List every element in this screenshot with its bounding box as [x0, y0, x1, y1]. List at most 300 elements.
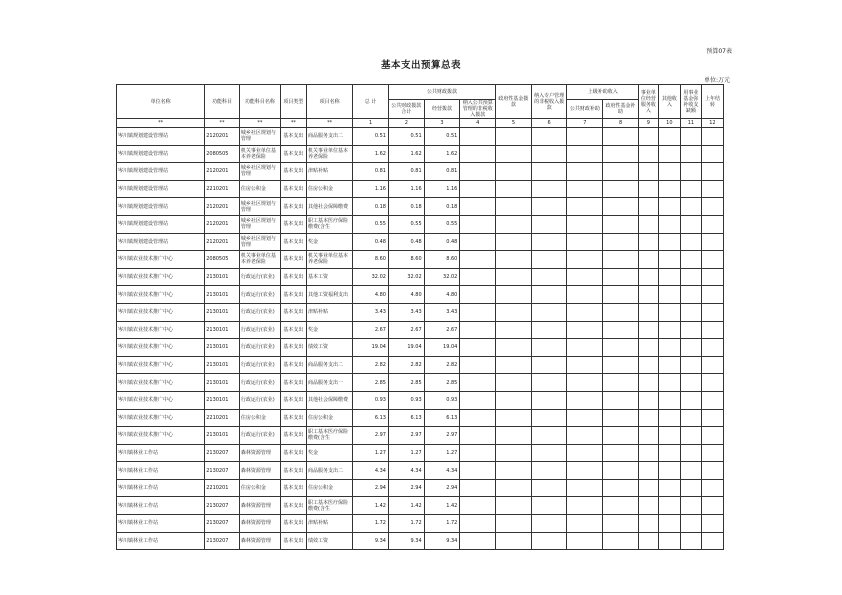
empty-cell: [638, 462, 658, 480]
header-public-finance: 公共财政拨款: [388, 85, 495, 100]
empty-cell: [531, 479, 567, 497]
empty-cell: [701, 479, 723, 497]
empty-cell: [567, 479, 603, 497]
empty-cell: [460, 163, 496, 181]
empty-cell: [567, 374, 603, 392]
empty-cell: [460, 128, 496, 146]
total-cell: 2.94: [353, 479, 389, 497]
empty-cell: [496, 321, 532, 339]
total-cell: 1.42: [353, 497, 389, 515]
empty-cell: [496, 391, 532, 409]
project-name-cell: 商品服务支出二: [307, 356, 353, 374]
total-cell: 0.18: [353, 198, 389, 216]
project-name-cell: 机关事业单位基本养老保险: [307, 251, 353, 269]
column-index-cell: 10: [658, 119, 680, 128]
empty-cell: [603, 374, 639, 392]
empty-cell: [680, 268, 701, 286]
total-cell: 0.93: [353, 391, 389, 409]
empty-cell: [701, 497, 723, 515]
empty-cell: [658, 427, 680, 445]
empty-cell: [603, 180, 639, 198]
table-row: [117, 145, 724, 163]
func-code-cell: 2130101: [205, 427, 240, 445]
project-name-cell: 住房公积金: [307, 479, 353, 497]
unit-name-cell: 岑川镇农业技术推广中心: [117, 339, 205, 357]
table-row: [117, 233, 724, 251]
unit-name-cell: 岑川镇农业技术推广中心: [117, 427, 205, 445]
empty-cell: [680, 163, 701, 181]
func-code-cell: 2130101: [205, 339, 240, 357]
unit-name-cell: 岑川镇规划建设管理站: [117, 198, 205, 216]
unit-label: 单位:万元: [703, 77, 730, 84]
operating-cell: 6.13: [424, 409, 460, 427]
func-name-cell: 行政运行(农业): [239, 303, 280, 321]
public-finance-cell: 1.62: [388, 145, 424, 163]
func-code-cell: 2130207: [205, 462, 240, 480]
public-finance-cell: 8.60: [388, 251, 424, 269]
empty-cell: [701, 427, 723, 445]
header-unit-name: 单位名称: [117, 85, 205, 119]
empty-cell: [460, 444, 496, 462]
empty-cell: [658, 215, 680, 233]
func-code-cell: 2120201: [205, 128, 240, 146]
empty-cell: [658, 198, 680, 216]
table-row: [117, 303, 724, 321]
empty-cell: [603, 145, 639, 163]
project-type-cell: 基本支出: [280, 163, 306, 181]
public-finance-cell: 0.18: [388, 198, 424, 216]
table-row: [117, 532, 724, 550]
project-name-cell: 津贴补贴: [307, 515, 353, 533]
empty-cell: [680, 409, 701, 427]
table-row: [117, 391, 724, 409]
project-type-cell: 基本支出: [280, 374, 306, 392]
header-non-tax: 纳入公共预算管理的非税收入拨款: [460, 100, 496, 119]
empty-cell: [460, 409, 496, 427]
table-row: [117, 515, 724, 533]
unit-name-cell: 岑川镇农业技术推广中心: [117, 251, 205, 269]
empty-cell: [680, 427, 701, 445]
empty-cell: [567, 286, 603, 304]
column-index-cell: 6: [531, 119, 567, 128]
empty-cell: [531, 444, 567, 462]
unit-name-cell: 岑川镇林业工作站: [117, 462, 205, 480]
empty-cell: [496, 444, 532, 462]
empty-cell: [603, 198, 639, 216]
public-finance-cell: 1.72: [388, 515, 424, 533]
project-type-cell: 基本支出: [280, 268, 306, 286]
empty-cell: [658, 163, 680, 181]
empty-cell: [680, 233, 701, 251]
header-gov-fund: 政府性基金拨款: [496, 85, 532, 119]
project-name-cell: 奖金: [307, 444, 353, 462]
public-finance-cell: 0.81: [388, 163, 424, 181]
empty-cell: [496, 303, 532, 321]
func-code-cell: 2120201: [205, 198, 240, 216]
empty-cell: [496, 532, 532, 550]
empty-cell: [701, 356, 723, 374]
operating-cell: 32.02: [424, 268, 460, 286]
project-type-cell: 基本支出: [280, 321, 306, 339]
column-index-cell: 3: [424, 119, 460, 128]
empty-cell: [658, 444, 680, 462]
operating-cell: 0.93: [424, 391, 460, 409]
empty-cell: [567, 251, 603, 269]
func-code-cell: 2130101: [205, 374, 240, 392]
project-type-cell: 基本支出: [280, 356, 306, 374]
empty-cell: [567, 145, 603, 163]
empty-cell: [567, 303, 603, 321]
empty-cell: [638, 479, 658, 497]
func-name-cell: 行政运行(农业): [239, 339, 280, 357]
header-carryover: 上年结转: [701, 85, 723, 119]
empty-cell: [658, 268, 680, 286]
empty-cell: [460, 286, 496, 304]
header-ss-gov-fund: 政府性基金补助: [603, 100, 639, 119]
public-finance-cell: 0.55: [388, 215, 424, 233]
empty-cell: [638, 251, 658, 269]
empty-cell: [638, 303, 658, 321]
operating-cell: 0.81: [424, 163, 460, 181]
empty-cell: [603, 462, 639, 480]
empty-cell: [701, 391, 723, 409]
empty-cell: [658, 532, 680, 550]
operating-cell: 3.43: [424, 303, 460, 321]
empty-cell: [531, 497, 567, 515]
total-cell: 4.80: [353, 286, 389, 304]
public-finance-cell: 9.34: [388, 532, 424, 550]
empty-cell: [701, 462, 723, 480]
empty-cell: [496, 515, 532, 533]
empty-cell: [701, 409, 723, 427]
empty-cell: [680, 339, 701, 357]
empty-cell: [680, 532, 701, 550]
empty-cell: [638, 286, 658, 304]
func-name-cell: 城乡社区规划与管理: [239, 233, 280, 251]
column-index-cell: 1: [353, 119, 389, 128]
project-name-cell: 商品服务支出二: [307, 462, 353, 480]
empty-cell: [531, 215, 567, 233]
unit-name-cell: 岑川镇农业技术推广中心: [117, 286, 205, 304]
project-name-cell: 绩效工资: [307, 339, 353, 357]
empty-cell: [496, 374, 532, 392]
total-cell: 0.48: [353, 233, 389, 251]
operating-cell: 0.55: [424, 215, 460, 233]
empty-cell: [496, 479, 532, 497]
empty-cell: [638, 409, 658, 427]
header-other-income: 其他收入: [658, 85, 680, 119]
func-code-cell: 2120201: [205, 215, 240, 233]
empty-cell: [603, 321, 639, 339]
unit-name-cell: 岑川镇规划建设管理站: [117, 215, 205, 233]
empty-cell: [531, 339, 567, 357]
empty-cell: [496, 180, 532, 198]
operating-cell: 1.72: [424, 515, 460, 533]
project-name-cell: 其他工资福利支出: [307, 286, 353, 304]
project-type-cell: 基本支出: [280, 303, 306, 321]
operating-cell: 9.34: [424, 532, 460, 550]
empty-cell: [460, 145, 496, 163]
func-code-cell: 2130101: [205, 303, 240, 321]
empty-cell: [531, 515, 567, 533]
table-row: [117, 374, 724, 392]
empty-cell: [567, 339, 603, 357]
empty-cell: [680, 515, 701, 533]
empty-cell: [701, 233, 723, 251]
unit-name-cell: 岑川镇农业技术推广中心: [117, 374, 205, 392]
total-cell: 2.67: [353, 321, 389, 339]
operating-cell: 8.60: [424, 251, 460, 269]
header-project-type: 项目类型: [280, 85, 306, 119]
empty-cell: [638, 356, 658, 374]
column-index-cell: 9: [638, 119, 658, 128]
table-row: [117, 427, 724, 445]
public-finance-cell: 1.16: [388, 180, 424, 198]
project-name-cell: 津贴补贴: [307, 163, 353, 181]
operating-cell: 0.51: [424, 128, 460, 146]
column-index-cell: 8: [603, 119, 639, 128]
unit-name-cell: 岑川镇规划建设管理站: [117, 180, 205, 198]
empty-cell: [638, 515, 658, 533]
func-code-cell: 2120201: [205, 233, 240, 251]
project-type-cell: 基本支出: [280, 251, 306, 269]
empty-cell: [603, 532, 639, 550]
column-index-cell: 4: [460, 119, 496, 128]
empty-cell: [701, 303, 723, 321]
page-code: 预算07表: [706, 48, 732, 55]
project-type-cell: 基本支出: [280, 145, 306, 163]
func-code-cell: 2130101: [205, 286, 240, 304]
unit-name-cell: 岑川镇林业工作站: [117, 515, 205, 533]
total-cell: 9.34: [353, 532, 389, 550]
table-row: [117, 462, 724, 480]
func-code-cell: 2130207: [205, 497, 240, 515]
func-name-cell: 森林资源管理: [239, 462, 280, 480]
empty-cell: [658, 391, 680, 409]
func-name-cell: 行政运行(农业): [239, 286, 280, 304]
empty-cell: [680, 198, 701, 216]
empty-cell: [531, 286, 567, 304]
operating-cell: 4.80: [424, 286, 460, 304]
empty-cell: [701, 215, 723, 233]
empty-cell: [460, 356, 496, 374]
empty-cell: [531, 303, 567, 321]
empty-cell: [460, 180, 496, 198]
public-finance-cell: 3.43: [388, 303, 424, 321]
empty-cell: [701, 251, 723, 269]
func-code-cell: 2130101: [205, 268, 240, 286]
total-cell: 4.34: [353, 462, 389, 480]
empty-cell: [638, 321, 658, 339]
empty-cell: [531, 374, 567, 392]
empty-cell: [658, 374, 680, 392]
public-finance-cell: 6.13: [388, 409, 424, 427]
empty-cell: [460, 515, 496, 533]
project-name-cell: 基本工资: [307, 268, 353, 286]
empty-cell: [638, 163, 658, 181]
empty-cell: [531, 356, 567, 374]
empty-cell: [531, 427, 567, 445]
header-ss-public: 公共财政补助: [567, 100, 603, 119]
unit-name-cell: 岑川镇农业技术推广中心: [117, 321, 205, 339]
unit-name-cell: 岑川镇林业工作站: [117, 532, 205, 550]
public-finance-cell: 1.42: [388, 497, 424, 515]
operating-cell: 0.48: [424, 233, 460, 251]
empty-cell: [460, 198, 496, 216]
empty-cell: [638, 339, 658, 357]
unit-name-cell: 岑川镇农业技术推广中心: [117, 268, 205, 286]
empty-cell: [567, 180, 603, 198]
empty-cell: [496, 215, 532, 233]
column-index-cell: **: [307, 119, 353, 128]
header-func-code: 功能科目: [205, 85, 240, 119]
empty-cell: [567, 462, 603, 480]
table-row: [117, 479, 724, 497]
empty-cell: [460, 268, 496, 286]
project-type-cell: 基本支出: [280, 128, 306, 146]
empty-cell: [680, 444, 701, 462]
func-code-cell: 2080505: [205, 145, 240, 163]
public-finance-cell: 0.51: [388, 128, 424, 146]
empty-cell: [701, 444, 723, 462]
table-row: [117, 180, 724, 198]
table-row: [117, 268, 724, 286]
unit-name-cell: 岑川镇农业技术推广中心: [117, 303, 205, 321]
page-title: 基本支出预算总表: [380, 60, 461, 71]
column-index-row: [117, 119, 724, 128]
operating-cell: 1.16: [424, 180, 460, 198]
unit-name-cell: 岑川镇农业技术推广中心: [117, 409, 205, 427]
operating-cell: 2.85: [424, 374, 460, 392]
empty-cell: [680, 462, 701, 480]
func-name-cell: 住房公积金: [239, 479, 280, 497]
empty-cell: [531, 391, 567, 409]
empty-cell: [496, 233, 532, 251]
header-fund-balance: 用事业基金弥补收支缺额: [680, 85, 701, 119]
empty-cell: [680, 391, 701, 409]
empty-cell: [567, 356, 603, 374]
column-index-cell: 7: [567, 119, 603, 128]
project-name-cell: 机关事业单位基本养老保险: [307, 145, 353, 163]
empty-cell: [638, 444, 658, 462]
public-finance-cell: 2.85: [388, 374, 424, 392]
project-type-cell: 基本支出: [280, 532, 306, 550]
empty-cell: [460, 374, 496, 392]
func-code-cell: 2210201: [205, 180, 240, 198]
empty-cell: [638, 180, 658, 198]
empty-cell: [658, 233, 680, 251]
header-business-income: 事业单位经营服务收入: [638, 85, 658, 119]
project-name-cell: 职工基本医疗保险缴费(含生: [307, 497, 353, 515]
empty-cell: [567, 515, 603, 533]
empty-cell: [567, 391, 603, 409]
project-name-cell: 职工基本医疗保险缴费(含生: [307, 427, 353, 445]
func-code-cell: 2120201: [205, 163, 240, 181]
empty-cell: [460, 497, 496, 515]
empty-cell: [658, 145, 680, 163]
empty-cell: [460, 479, 496, 497]
unit-name-cell: 岑川镇规划建设管理站: [117, 233, 205, 251]
total-cell: 32.02: [353, 268, 389, 286]
column-index-cell: 11: [680, 119, 701, 128]
project-type-cell: 基本支出: [280, 233, 306, 251]
func-name-cell: 城乡社区规划与管理: [239, 163, 280, 181]
empty-cell: [531, 409, 567, 427]
empty-cell: [496, 251, 532, 269]
empty-cell: [496, 145, 532, 163]
empty-cell: [680, 145, 701, 163]
project-type-cell: 基本支出: [280, 444, 306, 462]
func-name-cell: 行政运行(农业): [239, 374, 280, 392]
empty-cell: [701, 515, 723, 533]
empty-cell: [658, 479, 680, 497]
empty-cell: [680, 356, 701, 374]
empty-cell: [460, 427, 496, 445]
func-name-cell: 森林资源管理: [239, 444, 280, 462]
empty-cell: [638, 128, 658, 146]
operating-cell: 2.94: [424, 479, 460, 497]
empty-cell: [496, 128, 532, 146]
func-name-cell: 机关事业单位基本养老保险: [239, 251, 280, 269]
project-name-cell: 职工基本医疗保险缴费(含生: [307, 215, 353, 233]
empty-cell: [603, 268, 639, 286]
table-row: [117, 339, 724, 357]
empty-cell: [567, 233, 603, 251]
func-code-cell: 2130101: [205, 321, 240, 339]
empty-cell: [531, 128, 567, 146]
empty-cell: [680, 128, 701, 146]
empty-cell: [658, 356, 680, 374]
empty-cell: [531, 532, 567, 550]
func-name-cell: 森林资源管理: [239, 532, 280, 550]
empty-cell: [567, 409, 603, 427]
empty-cell: [701, 163, 723, 181]
column-index-cell: 12: [701, 119, 723, 128]
total-cell: 2.82: [353, 356, 389, 374]
table-row: [117, 215, 724, 233]
table-row: [117, 286, 724, 304]
empty-cell: [531, 198, 567, 216]
empty-cell: [638, 427, 658, 445]
empty-cell: [460, 251, 496, 269]
unit-name-cell: 岑川镇农业技术推广中心: [117, 391, 205, 409]
header-func-name: 功能科目名称: [239, 85, 280, 119]
column-index-cell: **: [117, 119, 205, 128]
func-name-cell: 行政运行(农业): [239, 321, 280, 339]
public-finance-cell: 1.27: [388, 444, 424, 462]
operating-cell: 0.18: [424, 198, 460, 216]
empty-cell: [496, 286, 532, 304]
empty-cell: [638, 268, 658, 286]
project-type-cell: 基本支出: [280, 497, 306, 515]
project-type-cell: 基本支出: [280, 479, 306, 497]
empty-cell: [658, 339, 680, 357]
empty-cell: [460, 215, 496, 233]
func-code-cell: 2210201: [205, 479, 240, 497]
empty-cell: [638, 145, 658, 163]
empty-cell: [567, 497, 603, 515]
func-name-cell: 行政运行(农业): [239, 391, 280, 409]
empty-cell: [638, 374, 658, 392]
empty-cell: [496, 268, 532, 286]
public-finance-cell: 4.34: [388, 462, 424, 480]
empty-cell: [496, 356, 532, 374]
empty-cell: [658, 462, 680, 480]
project-name-cell: 绩效工资: [307, 532, 353, 550]
empty-cell: [658, 251, 680, 269]
unit-name-cell: 岑川镇林业工作站: [117, 444, 205, 462]
empty-cell: [603, 444, 639, 462]
